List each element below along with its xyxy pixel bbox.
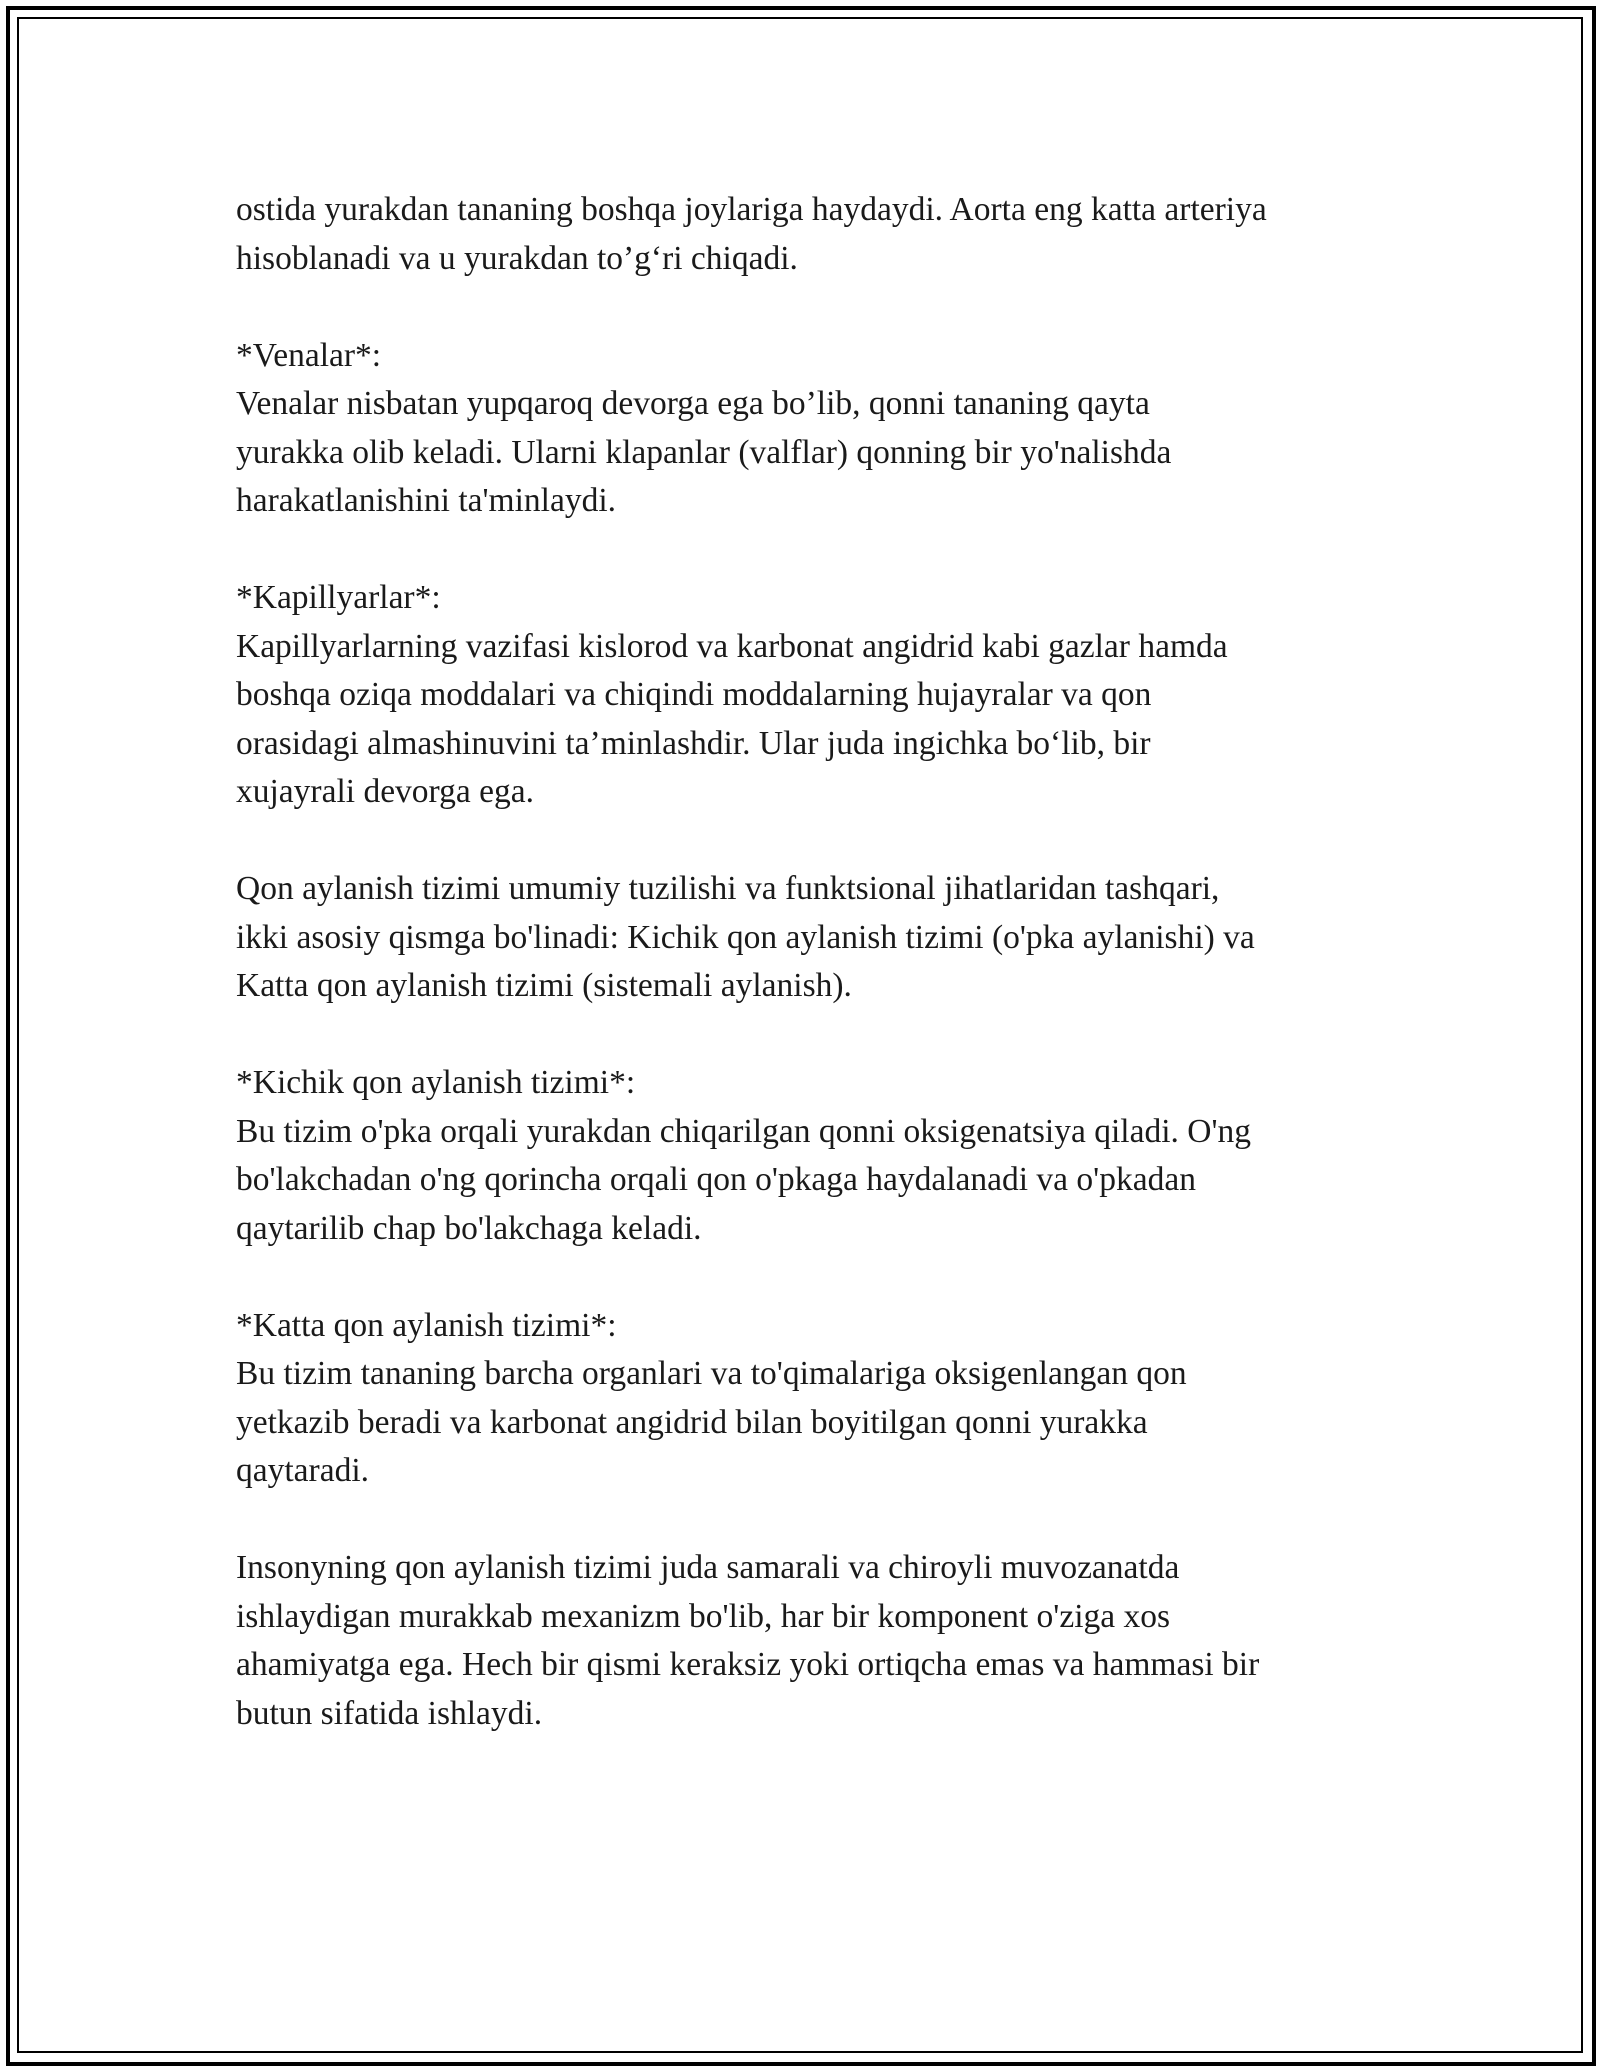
- text-line: Qon aylanish tizimi umumiy tuzilishi va funktsional jihatlaridan tashqari,: [236, 870, 1220, 907]
- text-line: yetkazib beradi va karbonat angidrid bilan boyitilgan qonni yurakka: [236, 1403, 1148, 1441]
- section-venalar: [236, 332, 1386, 526]
- text-line: bo'lakchadan o'ng qorincha orqali qon o'pkaga haydalanadi va o'pkadan: [236, 1161, 1196, 1198]
- paragraph-spacer: [236, 817, 1386, 866]
- paragraph-aorta: [236, 186, 1386, 283]
- text-line: butun sifatida ishlaydi.: [236, 1694, 543, 1732]
- text-line: Venalar nisbatan yupqaroq devorga ega bo’lib, qonni tananing qayta: [236, 385, 1150, 422]
- paragraph-conclusion: [236, 1544, 1386, 1738]
- paragraph-spacer: [236, 526, 1386, 575]
- section-heading: *Katta qon aylanish tizimi*:: [236, 1306, 617, 1344]
- text-line: yurakka olib keladi. Ularni klapanlar (valflar) qonning bir yo'nalishda: [236, 433, 1172, 471]
- paragraph-spacer: [236, 1011, 1386, 1060]
- section-kapillyarlar: [236, 574, 1386, 817]
- document-body: [236, 186, 1386, 1738]
- section-katta-qon-aylanish: [236, 1302, 1386, 1496]
- text-line: harakatlanishini ta'minlaydi.: [236, 482, 617, 519]
- text-line: hisoblanadi va u yurakdan to’g‘ri chiqadi.: [236, 239, 798, 277]
- text-line: qaytaradi.: [236, 1452, 370, 1489]
- text-line: ikki asosiy qismga bo'linadi: Kichik qon aylanish tizimi (o'pka aylanishi) va: [236, 918, 1255, 956]
- text-line: qaytarilib chap bo'lakchaga keladi.: [236, 1209, 702, 1247]
- text-line: ahamiyatga ega. Hech bir qismi keraksiz yoki ortiqcha emas va hammasi bir: [236, 1646, 1260, 1683]
- paragraph-overview: [236, 865, 1386, 1011]
- paragraph-spacer: [236, 283, 1386, 332]
- paragraph-spacer: [236, 1496, 1386, 1545]
- section-heading: *Venalar*:: [236, 336, 382, 374]
- text-line: xujayrali devorga ega.: [236, 773, 534, 810]
- text-line: ostida yurakdan tananing boshqa joylariga haydaydi. Aorta eng katta arteriya: [236, 191, 1267, 228]
- section-heading: *Kichik qon aylanish tizimi*:: [236, 1064, 636, 1101]
- text-line: Insonyning qon aylanish tizimi juda samarali va chiroyli muvozanatda: [236, 1549, 1180, 1586]
- text-line: ishlaydigan murakkab mexanizm bo'lib, har bir komponent o'ziga xos: [236, 1597, 1171, 1635]
- section-heading: *Kapillyarlar*:: [236, 579, 441, 616]
- text-line: boshqa oziqa moddalari va chiqindi moddalarning hujayralar va qon: [236, 676, 1152, 713]
- text-line: Katta qon aylanish tizimi (sistemali aylanish).: [236, 967, 852, 1004]
- paragraph-spacer: [236, 1253, 1386, 1302]
- section-kichik-qon-aylanish: [236, 1059, 1386, 1253]
- text-line: orasidagi almashinuvini ta’minlashdir. Ular juda ingichka bo‘lib, bir: [236, 724, 1151, 762]
- text-line: Bu tizim o'pka orqali yurakdan chiqarilgan qonni oksigenatsiya qiladi. O'ng: [236, 1112, 1251, 1150]
- text-line: Bu tizim tananing barcha organlari va to'qimalariga oksigenlangan qon: [236, 1355, 1187, 1392]
- text-line: Kapillyarlarning vazifasi kislorod va karbonat angidrid kabi gazlar hamda: [236, 627, 1228, 665]
